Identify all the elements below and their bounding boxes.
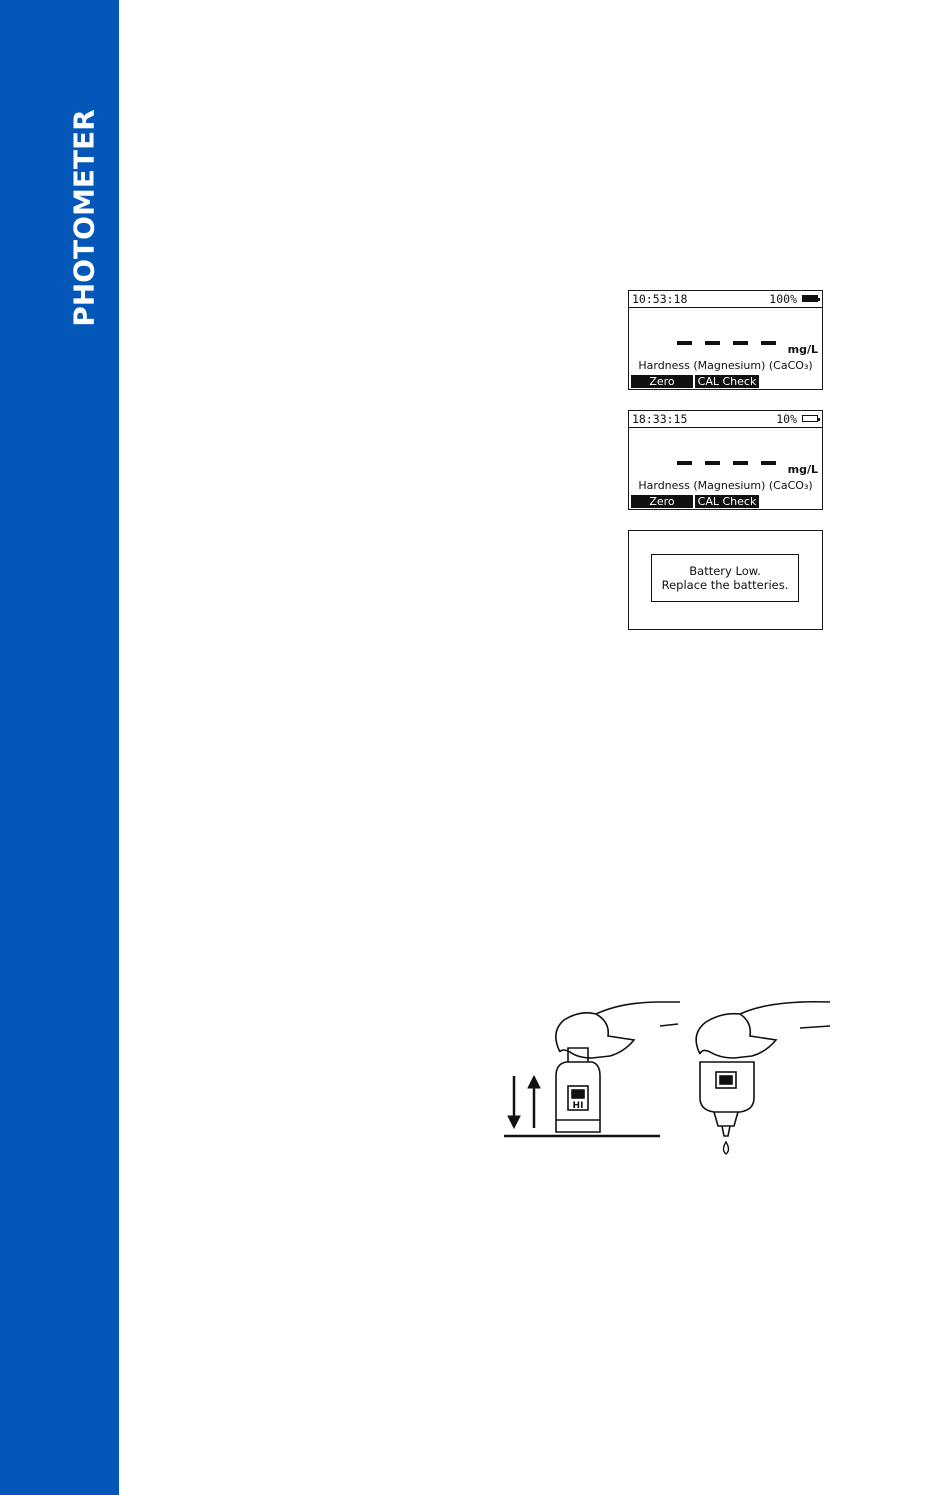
reagent-illustration [500,992,830,1162]
bottle-label: HI [572,1101,584,1111]
dash [733,341,748,345]
dash [761,461,776,465]
lcd-screen-normal [628,290,823,390]
side-title: PHOTOMETER [67,109,101,327]
zero-softkey[interactable]: Zero [631,495,693,508]
clock: 10:53:18 [632,292,688,306]
battery-percent: 10% [776,412,797,426]
method-name: Hardness (Magnesium) (CaCO₃) [638,479,813,492]
dropper-bottle-icon [696,1002,830,1136]
dash [677,461,692,465]
dash [705,461,720,465]
dash [761,341,776,345]
unit-label: mg/L [787,463,818,476]
battery-low-dialog [651,554,799,602]
status-bar [629,411,822,428]
cal-check-softkey[interactable]: CAL Check [695,495,759,508]
unit-label: mg/L [787,343,818,356]
zero-softkey[interactable]: Zero [631,375,693,388]
dash [733,461,748,465]
side-band [0,0,119,1495]
dialog-line-2: Replace the batteries. [661,578,789,592]
dash [705,341,720,345]
dialog-line-1: Battery Low. [689,564,761,578]
battery-percent: 100% [769,292,797,306]
battery-full-icon [802,295,818,302]
cal-check-softkey[interactable]: CAL Check [695,375,759,388]
lcd-screen-low-battery [628,410,823,510]
lcd-screen-message [628,530,823,630]
drop-icon [724,1142,729,1154]
dash [677,341,692,345]
battery-low-icon [802,415,818,422]
status-bar [629,291,822,308]
shake-arrows-icon [508,1076,540,1128]
clock: 18:33:15 [632,412,688,426]
hand-holding-bottle-icon [556,1002,680,1132]
method-name: Hardness (Magnesium) (CaCO₃) [638,359,813,372]
